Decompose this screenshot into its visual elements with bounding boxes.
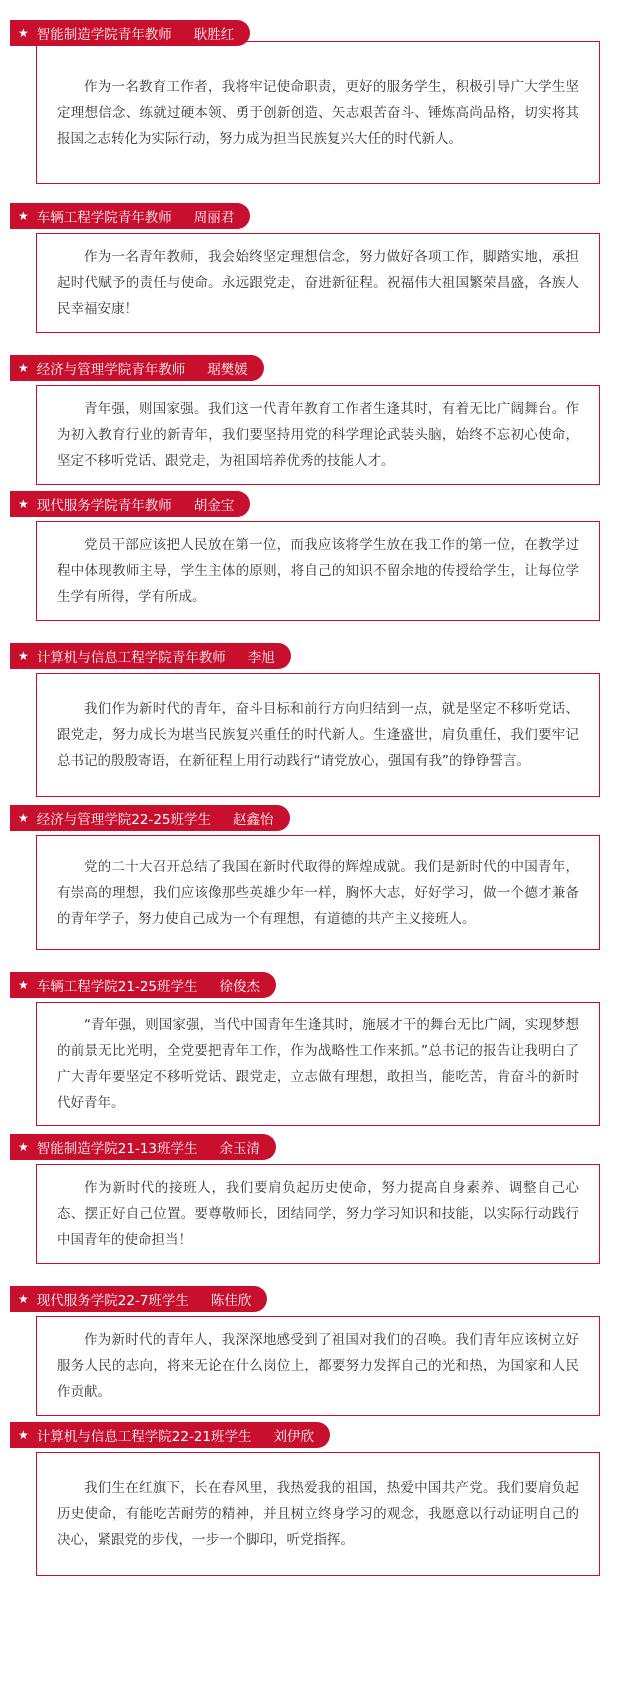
star-icon: ★	[18, 811, 29, 825]
statement-text: “青年强，则国家强，当代中国青年生逢其时，施展才干的舞台无比广阔，实现梦想的前景无比光明，全党要把青年工作，作为战略性工作来抓。”总书记的报告让我明白了广大青年要坚定不移听党话、跟党走，立志做有理想，敢担当，能吃苦，肯奋斗的新时代好青年。	[57, 1017, 579, 1111]
speaker-unit: 计算机与信息工程学院青年教师	[36, 650, 226, 666]
star-icon: ★	[18, 1140, 29, 1154]
statement-text: 作为一名教育工作者，我将牢记使命职责，更好的服务学生，积极引导广大学生坚定理想信念、练就过硬本领、勇于创新创造、矢志艰苦奋斗、锤炼高尚品格，切实将其报国之志转化为实际行动，努力成为担当民族复兴大任的时代新人。	[57, 78, 579, 147]
speaker-tag	[10, 355, 264, 381]
speaker-unit: 智能制造学院21-13班学生	[36, 1141, 198, 1157]
speaker-unit: 经济与管理学院22-25班学生	[36, 812, 211, 828]
star-icon: ★	[18, 26, 29, 40]
speaker-unit: 车辆工程学院青年教师	[36, 210, 172, 226]
statement-box	[36, 1002, 600, 1126]
statement-box	[36, 233, 600, 333]
statement-text: 党员干部应该把人民放在第一位，而我应该将学生放在我工作的第一位，在教学过程中体现教师主导，学生主体的原则，将自己的知识不留余地的传授给学生，让每位学生学有所得，学有所成。	[57, 537, 579, 605]
speaker-name: 耿胜红	[193, 27, 235, 43]
speaker-name: 刘伊欣	[273, 1429, 314, 1445]
statement-card	[0, 1286, 620, 1416]
statement-text: 我们作为新时代的青年，奋斗目标和前行方向归结到一点，就是坚定不移听党话、跟党走，努力成长为堪当民族复兴重任的时代新人。生逢盛世，肩负重任，我们要牢记总书记的殷殷寄语，在新征程上用行动践行“请党放心，强国有我”的铮铮誓言。	[57, 701, 579, 769]
statement-card	[0, 491, 620, 621]
statement-card	[0, 20, 620, 184]
statement-box	[36, 521, 600, 621]
star-icon: ★	[18, 1292, 29, 1306]
statement-box	[36, 1164, 600, 1264]
statement-card	[0, 1134, 620, 1264]
speaker-unit: 现代服务学院青年教师	[36, 498, 172, 514]
star-icon: ★	[18, 1428, 29, 1442]
speaker-name: 徐俊杰	[219, 979, 260, 995]
speaker-unit: 经济与管理学院青年教师	[36, 362, 186, 378]
star-icon: ★	[18, 978, 29, 992]
speaker-tag	[10, 20, 250, 46]
speaker-tag	[10, 491, 250, 517]
statement-card	[0, 805, 620, 950]
speaker-tag	[10, 972, 276, 998]
star-icon: ★	[18, 361, 29, 375]
speaker-tag	[10, 1422, 330, 1448]
statement-text: 青年强，则国家强。我们这一代青年教育工作者生逢其时，有着无比广阔舞台。作为初入教育行业的新青年，我们要坚持用党的科学理论武装头脑，始终不忘初心使命，坚定不移听党话、跟党走，为祖国培养优秀的技能人才。	[57, 401, 579, 469]
speaker-name: 陈佳欣	[210, 1293, 252, 1309]
star-icon: ★	[18, 209, 29, 223]
speaker-tag	[10, 203, 250, 229]
statement-box	[36, 1452, 600, 1576]
statement-text: 作为新时代的接班人，我们要肩负起历史使命，努力提高自身素养、调整自己心态、摆正好自己位置。要尊敬师长，团结同学，努力学习知识和技能，以实际行动践行中国青年的使命担当！	[57, 1180, 579, 1248]
speaker-name: 赵鑫怡	[233, 812, 274, 828]
speaker-tag	[10, 805, 290, 831]
statement-text: 党的二十大召开总结了我国在新时代取得的辉煌成就。我们是新时代的中国青年，有崇高的理想，我们应该像那些英雄少年一样，胸怀大志，好好学习，做一个德才兼备的青年学子，努力使自己成为一个有理想，有道德的共产主义接班人。	[57, 858, 579, 927]
statement-card	[0, 972, 620, 1126]
statement-card	[0, 203, 620, 333]
speaker-unit: 计算机与信息工程学院22-21班学生	[36, 1429, 252, 1445]
statement-text: 我们生在红旗下，长在春风里，我热爱我的祖国，热爱中国共产党。我们要肩负起历史使命，有能吃苦耐劳的精神，并且树立终身学习的观念，我愿意以行动证明自己的决心，紧跟党的步伐，一步一个脚印，听党指挥。	[57, 1480, 579, 1548]
speaker-name: 周丽君	[193, 210, 235, 226]
speaker-name: 余玉清	[219, 1141, 260, 1157]
statement-box	[36, 835, 600, 950]
statement-box	[36, 385, 600, 485]
statement-box	[36, 1316, 600, 1416]
star-icon: ★	[18, 497, 29, 511]
statement-box	[36, 41, 600, 184]
speaker-tag	[10, 1286, 267, 1312]
speaker-name: 李旭	[247, 650, 275, 666]
statement-text: 作为新时代的青年人，我深深地感受到了祖国对我们的召唤。我们青年应该树立好服务人民的志向，将来无论在什么岗位上，都要努力发挥自己的光和热，为国家和人民作贡献。	[57, 1332, 579, 1400]
statement-card	[0, 355, 620, 485]
speaker-unit: 智能制造学院青年教师	[36, 27, 172, 43]
speaker-unit: 现代服务学院22-7班学生	[36, 1293, 189, 1309]
speaker-unit: 车辆工程学院21-25班学生	[36, 979, 198, 995]
speaker-name: 胡金宝	[193, 498, 235, 514]
statement-box	[36, 673, 600, 797]
speaker-name: 琚樊媛	[207, 362, 248, 378]
speaker-tag	[10, 643, 291, 669]
star-icon: ★	[18, 649, 29, 663]
statement-card	[0, 643, 620, 797]
statement-text: 作为一名青年教师，我会始终坚定理想信念，努力做好各项工作，脚踏实地，承担起时代赋予的责任与使命。永远跟党走，奋进新征程。祝福伟大祖国繁荣昌盛，各族人民幸福安康！	[57, 249, 579, 317]
statement-card	[0, 1422, 620, 1576]
speaker-tag	[10, 1134, 276, 1160]
